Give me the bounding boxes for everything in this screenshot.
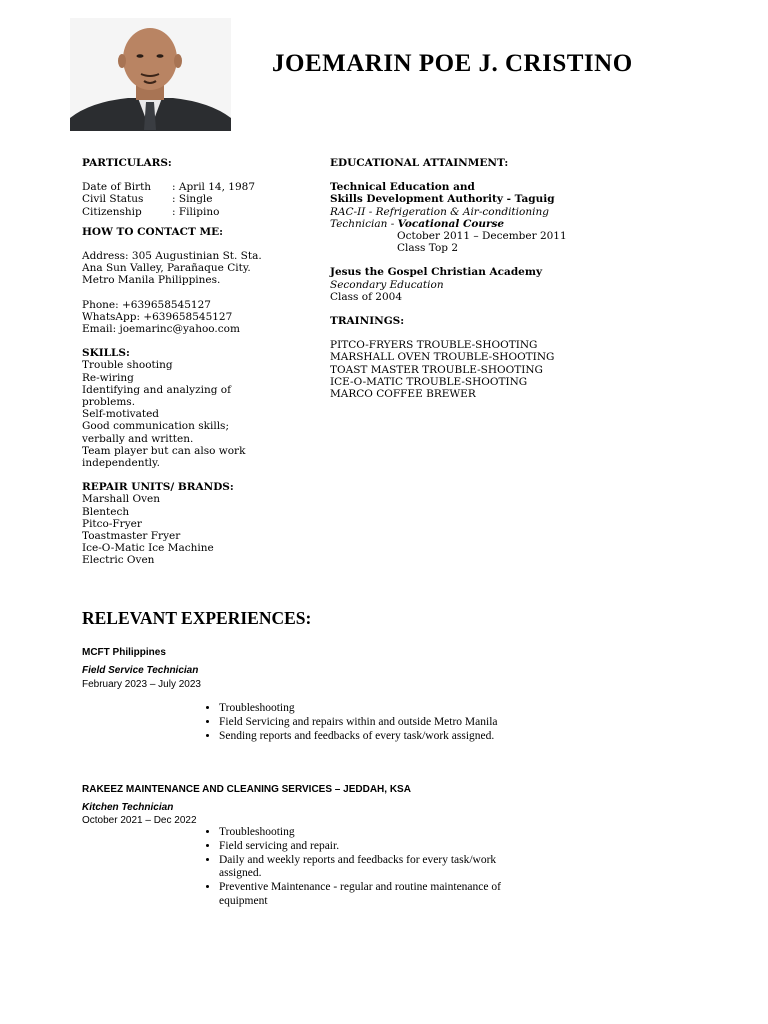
- task-item: • Sending reports and feedbacks of every task/work assigned.: [219, 730, 509, 744]
- trainings-heading: TRAININGS:: [330, 315, 405, 328]
- person-photo-illustration: [70, 18, 231, 131]
- school1-line2: Skills Development Authority - Taguig: [330, 193, 555, 206]
- task-list: [202, 826, 509, 909]
- experience-heading: RELEVANT EXPERIENCES:: [82, 608, 312, 628]
- particular-value: : Filipino: [172, 205, 220, 218]
- contact-heading: HOW TO CONTACT ME:: [82, 225, 223, 238]
- course-dates: October 2011 – December 2011: [397, 230, 567, 243]
- particular-label: Citizenship: [82, 205, 142, 218]
- skill-line: Team player but can also work: [82, 444, 246, 457]
- skill-line: independently.: [82, 457, 160, 470]
- task-item: • Troubleshooting: [219, 826, 509, 840]
- training-item: PITCO-FRYERS TROUBLE-SHOOTING: [330, 339, 538, 352]
- job-dates: October 2021 – Dec 2022: [82, 815, 197, 826]
- course-line1: RAC-II - Refrigeration & Air-conditioning: [330, 205, 549, 218]
- task-item: • Field servicing and repair.: [219, 840, 509, 854]
- skills-heading: SKILLS:: [82, 347, 130, 360]
- particular-row: [82, 193, 292, 205]
- course-honor: Class Top 2: [397, 242, 459, 255]
- job-dates: February 2023 – July 2023: [82, 679, 201, 690]
- skill-line: Good communication skills;: [82, 420, 229, 433]
- particular-value: : Single: [172, 193, 213, 206]
- skill-line: Identifying and analyzing of: [82, 383, 231, 396]
- repair-item: Blentech: [82, 505, 130, 518]
- job-company: [82, 784, 411, 795]
- particular-label: Civil Status: [82, 193, 144, 206]
- email-text: Email: joemarinc@yahoo.com: [82, 323, 240, 336]
- repair-item: Electric Oven: [82, 554, 155, 567]
- particular-label: Date of Birth: [82, 181, 152, 194]
- repair-item: Marshall Oven: [82, 493, 161, 506]
- course-type: Vocational Course: [397, 217, 505, 230]
- education-heading: EDUCATIONAL ATTAINMENT:: [330, 157, 509, 169]
- course-line2: [330, 218, 590, 230]
- skill-line: Re-wiring: [82, 371, 134, 384]
- repair-item: Ice-O-Matic Ice Machine: [82, 542, 214, 555]
- task-item: • Troubleshooting: [219, 702, 509, 716]
- skill-line: verbally and written.: [82, 432, 194, 445]
- course-name-part: Technician -: [330, 217, 398, 230]
- training-item: MARCO COFFEE BREWER: [330, 388, 476, 401]
- task-item: • Field Servicing and repairs within and outside Metro Manila: [219, 716, 509, 730]
- job-role: [82, 665, 198, 676]
- company-name: RAKEEZ MAINTENANCE AND CLEANING SERVICES – JEDDAH, KSA: [82, 784, 411, 795]
- role-title: Field Service Technician: [82, 665, 199, 676]
- skill-line: Self-motivated: [82, 408, 160, 421]
- phone-text: Phone: +639658545127: [82, 298, 211, 311]
- profile-photo: [70, 18, 231, 131]
- whatsapp-text: WhatsApp: +639658545127: [82, 310, 233, 323]
- school2-level: Secondary Education: [330, 278, 444, 291]
- right-column: [330, 157, 590, 400]
- company-name: MCFT Philippines: [82, 647, 166, 658]
- particulars-heading: PARTICULARS:: [82, 157, 172, 169]
- school1-line1: Technical Education and: [330, 181, 475, 194]
- job-company: [82, 647, 166, 658]
- school2-class: Class of 2004: [330, 290, 403, 303]
- address-line: Ana Sun Valley, Parañaque City.: [82, 262, 251, 275]
- training-item: MARSHALL OVEN TROUBLE-SHOOTING: [330, 351, 555, 364]
- role-title: Kitchen Technician: [82, 802, 174, 813]
- candidate-name: JOEMARIN POE J. CRISTINO: [272, 50, 633, 77]
- skill-line: problems.: [82, 396, 136, 409]
- particular-value: : April 14, 1987: [172, 181, 256, 194]
- job-role: [82, 802, 173, 813]
- school2-name: Jesus the Gospel Christian Academy: [330, 266, 543, 279]
- address-line: Address: 305 Augustinian St. Sta.: [82, 250, 262, 263]
- particular-row: [82, 181, 292, 193]
- left-column: [82, 157, 292, 567]
- repair-item: Toastmaster Fryer: [82, 530, 181, 543]
- address-line: Metro Manila Philippines.: [82, 274, 221, 287]
- repair-heading: REPAIR UNITS/ BRANDS:: [82, 481, 234, 494]
- skill-line: Trouble shooting: [82, 359, 173, 372]
- particular-row: [82, 206, 292, 218]
- training-item: ICE-O-MATIC TROUBLE-SHOOTING: [330, 375, 528, 388]
- training-item: TOAST MASTER TROUBLE-SHOOTING: [330, 363, 543, 376]
- task-item: • Daily and weekly reports and feedbacks for every task/work assigned.: [219, 854, 509, 882]
- task-list: [202, 702, 509, 743]
- repair-item: Pitco-Fryer: [82, 517, 142, 530]
- task-item: • Preventive Maintenance - regular and routine maintenance of equipment: [219, 881, 509, 909]
